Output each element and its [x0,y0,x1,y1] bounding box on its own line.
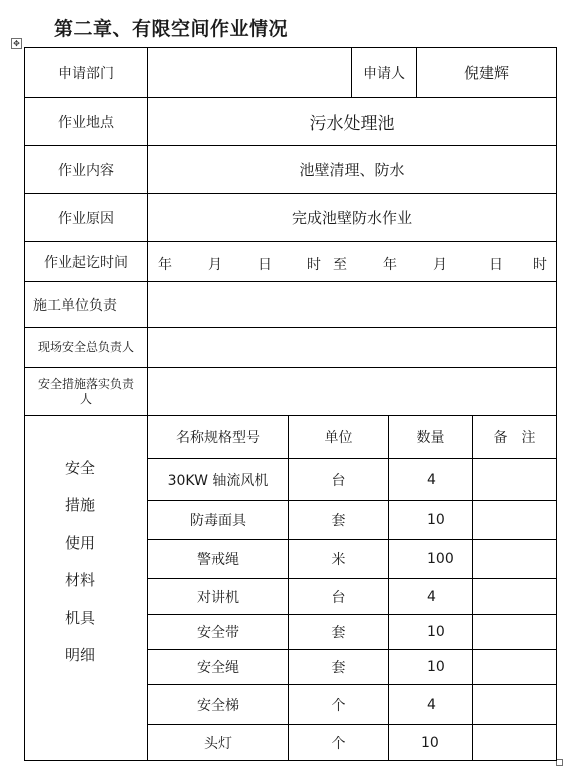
material-qty[interactable]: 4 [427,696,436,713]
table-border-bottom [24,760,557,761]
applicant-label: 申请人 [363,65,405,82]
material-name[interactable]: 安全梯 [197,697,239,714]
location-field[interactable]: 污水处理池 [309,114,395,134]
time-end-year-label: 年 [383,257,397,273]
table-move-handle-icon[interactable]: ✥ [11,38,22,49]
material-note[interactable] [473,501,556,539]
time-end-hour-label: 时 [533,257,547,273]
material-unit[interactable]: 台 [331,589,346,606]
time-end-month-label: 月 [433,257,447,273]
applicant-name-field[interactable]: 倪建辉 [463,64,509,82]
time-start-month-label: 月 [208,257,222,273]
material-name[interactable]: 安全绳 [197,660,239,676]
applicant-dept-label: 申请部门 [58,65,114,82]
material-qty[interactable]: 10 [427,512,445,528]
time-label: 作业起讫时间 [44,254,128,271]
material-qty[interactable]: 10 [421,734,439,751]
time-end-day-label: 日 [489,257,503,273]
table-border-right [556,47,557,761]
measures-resp-field[interactable] [148,368,556,415]
material-note[interactable] [473,650,556,684]
material-name[interactable]: 警戒绳 [197,552,239,568]
reason-field[interactable]: 完成池壁防水作业 [291,209,412,227]
material-name[interactable]: 对讲机 [197,589,239,606]
material-name[interactable]: 头灯 [204,735,232,752]
material-qty[interactable]: 10 [427,624,445,640]
material-unit[interactable]: 套 [331,513,346,529]
content-label: 作业内容 [58,162,114,179]
material-unit[interactable]: 米 [331,552,346,568]
materials-header-name: 名称规格型号 [176,430,260,446]
time-start-day-label: 日 [258,257,272,273]
measures-resp-label: 安全措施落实负责人 [37,376,134,406]
location-label: 作业地点 [58,114,114,131]
time-field[interactable] [148,242,556,281]
materials-side-label: 安全 措施 使用 材料 机具 明细 [64,458,95,664]
page-title: 第二章、有限空间作业情况 [54,18,289,40]
applicant-dept-field[interactable] [148,48,351,97]
material-name[interactable]: 安全带 [197,625,239,641]
material-unit[interactable]: 个 [331,697,346,714]
time-to-label: 至 [333,257,347,273]
site-safety-label: 现场安全总负责人 [37,340,134,354]
construction-resp-label: 施工单位负责 [33,297,117,314]
material-qty[interactable]: 100 [427,551,454,567]
table-resize-handle-icon[interactable] [556,759,563,766]
materials-header-note: 备 注 [493,430,536,446]
materials-header-unit: 单位 [324,430,353,446]
material-note[interactable] [473,615,556,649]
reason-label: 作业原因 [58,210,114,227]
material-unit[interactable]: 套 [331,660,346,676]
material-name[interactable]: 防毒面具 [190,513,246,529]
content-field[interactable]: 池壁清理、防水 [299,161,405,179]
material-qty[interactable]: 4 [427,471,436,488]
construction-resp-field[interactable] [148,282,556,327]
site-safety-field[interactable] [148,328,556,367]
material-qty[interactable]: 4 [427,588,436,605]
time-start-hour-label: 时 [307,257,321,273]
material-note[interactable] [473,459,556,500]
materials-header-qty: 数量 [416,430,445,446]
material-name[interactable]: 30KW 轴流风机 [167,472,269,489]
material-note[interactable] [473,540,556,578]
material-note[interactable] [473,725,556,760]
material-unit[interactable]: 套 [331,625,346,641]
material-unit[interactable]: 个 [331,735,346,752]
material-note[interactable] [473,685,556,724]
material-qty[interactable]: 10 [427,659,445,675]
time-start-year-label: 年 [158,257,172,273]
material-unit[interactable]: 台 [331,472,346,489]
material-note[interactable] [473,579,556,614]
